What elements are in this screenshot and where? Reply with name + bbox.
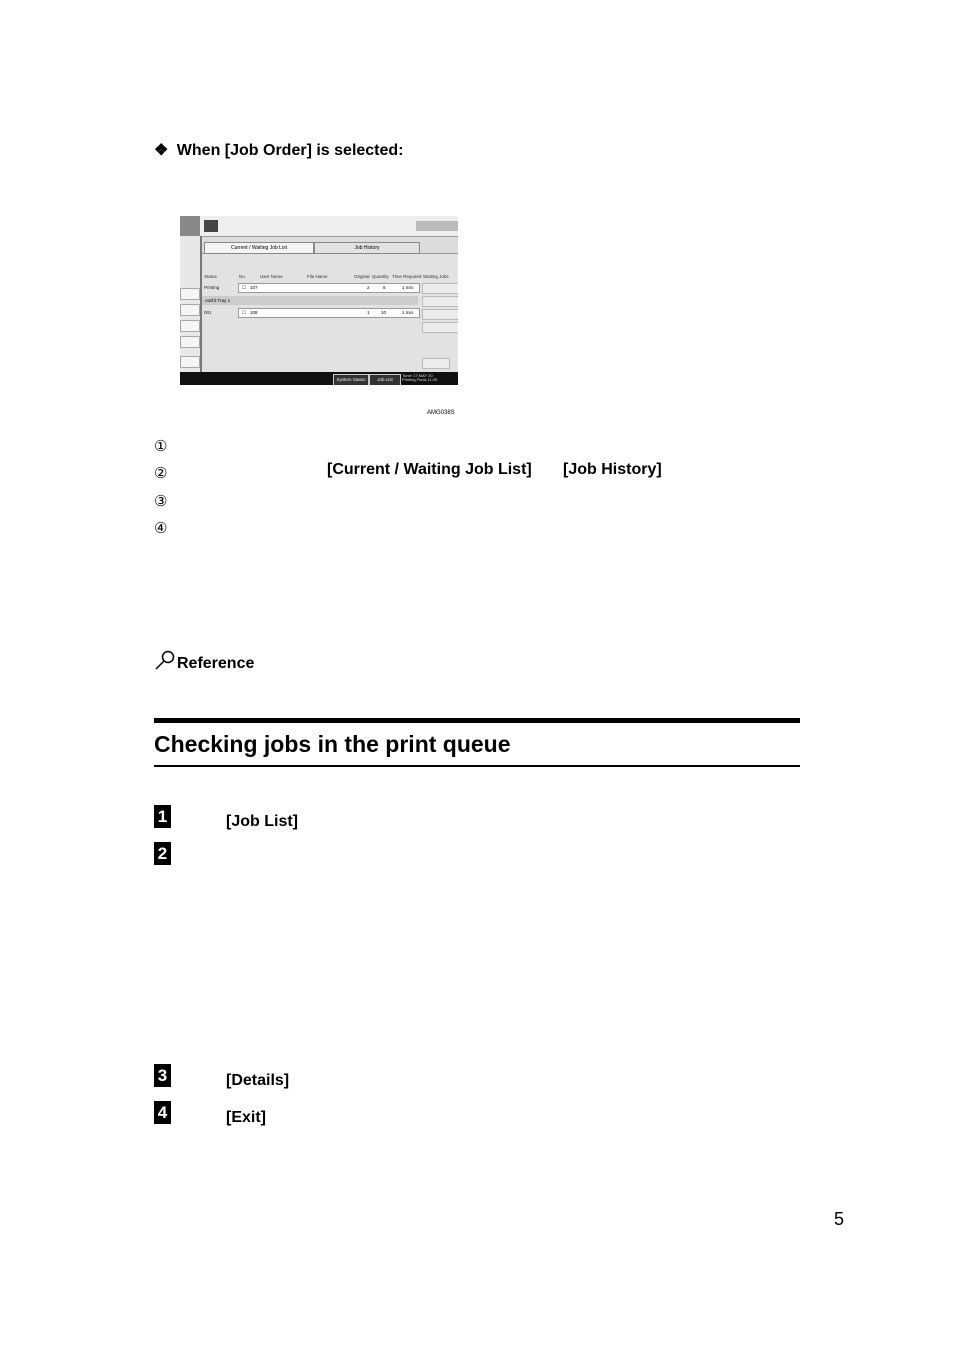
reference-label: Reference bbox=[177, 655, 255, 672]
callout-marker-3: ③ bbox=[154, 493, 168, 510]
image-code: AMG038S bbox=[427, 410, 455, 416]
callout-marker-4: ④ bbox=[154, 520, 168, 537]
side-action-button bbox=[422, 296, 458, 307]
column-header: Time Required bbox=[392, 274, 422, 279]
job-list-screenshot bbox=[180, 216, 458, 385]
tab-job-history: Job History bbox=[314, 242, 420, 254]
tab-current-waiting-job-list: Current / Waiting Job List bbox=[204, 242, 314, 254]
side-action-button bbox=[422, 283, 458, 294]
step-number: 2 bbox=[154, 842, 171, 865]
checkbox-icon: ☐ bbox=[242, 285, 247, 290]
row-quantity: 5 bbox=[383, 285, 386, 290]
scroll-button bbox=[422, 358, 450, 369]
printer-icon bbox=[204, 220, 218, 232]
tray-band bbox=[202, 296, 418, 305]
status-stamp bbox=[402, 374, 437, 382]
sidebar-button bbox=[180, 356, 200, 368]
row-time: 1 min. bbox=[402, 310, 415, 315]
column-header: Status bbox=[204, 274, 217, 279]
row-number: 108 bbox=[250, 310, 258, 315]
job-list-button: Job List bbox=[369, 374, 401, 385]
sidebar-button bbox=[180, 288, 200, 300]
screen-corner bbox=[180, 216, 200, 236]
row-original: 2 bbox=[367, 285, 370, 290]
callout-key-job-history: [Job History] bbox=[563, 461, 662, 478]
band-text: Add'd Tray 1 bbox=[205, 298, 231, 303]
screen-sidebar bbox=[180, 236, 202, 372]
stamp-line: Toner 17 MAY 20 bbox=[402, 373, 433, 378]
step-key: [Details] bbox=[226, 1072, 290, 1089]
page-number: 5 bbox=[834, 1209, 845, 1229]
side-action-button bbox=[422, 309, 458, 320]
sidebar-button bbox=[180, 320, 200, 332]
checkbox-icon: ☐ bbox=[242, 310, 247, 315]
system-status-button: System Status bbox=[333, 374, 369, 385]
stamp-line: Printing Finds 11:25 bbox=[402, 377, 438, 382]
side-action-button bbox=[422, 322, 458, 333]
step-key: [Exit] bbox=[226, 1109, 266, 1126]
section-heading bbox=[154, 140, 404, 160]
row-status: Printing bbox=[204, 285, 220, 290]
table-row bbox=[238, 283, 420, 293]
column-header: File Name bbox=[307, 274, 328, 279]
step-number: 4 bbox=[154, 1101, 171, 1124]
row-number: 107 bbox=[250, 285, 258, 290]
callout-marker-2: ② bbox=[154, 465, 168, 482]
callout-key-current-waiting: [Current / Waiting Job List] bbox=[327, 461, 532, 478]
column-header: Waiting Jobs bbox=[423, 274, 449, 279]
step-number: 1 bbox=[154, 805, 171, 828]
step-number: 3 bbox=[154, 1064, 171, 1087]
column-header: No. bbox=[239, 274, 247, 279]
heading-rule-top bbox=[154, 718, 800, 723]
sidebar-button bbox=[180, 304, 200, 316]
chapter-title: Checking jobs in the print queue bbox=[154, 731, 511, 757]
row-time: 1 min. bbox=[402, 285, 415, 290]
diamond-bullet-icon: ❖ bbox=[154, 142, 169, 159]
magnifier-icon bbox=[154, 650, 176, 672]
section-heading-text: When [Job Order] is selected: bbox=[176, 142, 404, 159]
column-header: User Name bbox=[260, 274, 283, 279]
row-original: 1 bbox=[367, 310, 370, 315]
column-header: Quantity bbox=[372, 274, 389, 279]
heading-rule-bottom bbox=[154, 765, 800, 767]
row-quantity: 10 bbox=[381, 310, 387, 315]
column-header: Original bbox=[354, 274, 370, 279]
sidebar-button bbox=[180, 336, 200, 348]
table-row bbox=[238, 308, 420, 318]
step-key: [Job List] bbox=[226, 813, 298, 830]
row-status: 001 bbox=[204, 310, 212, 315]
screen-top-right-box bbox=[416, 221, 458, 231]
callout-marker-1: ① bbox=[154, 438, 168, 455]
